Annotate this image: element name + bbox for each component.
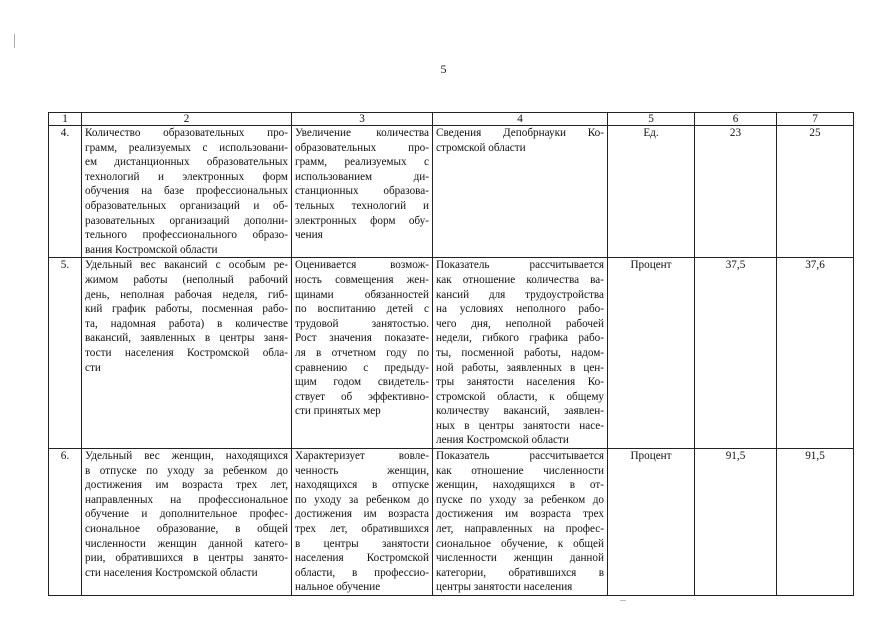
indicator-description-line: грамм, реализуемых с bbox=[295, 156, 429, 169]
scan-margin-mark bbox=[14, 34, 15, 48]
indicator-description-line: населения Костромской bbox=[295, 552, 429, 565]
indicator-name-line: сти bbox=[85, 361, 101, 374]
header-col-5: 5 bbox=[608, 113, 695, 126]
row-number: 6. bbox=[49, 449, 82, 596]
calculation-method-line: ных в центры занятости насе- bbox=[436, 419, 604, 432]
indicator-description-line: трех лет, обратившихся bbox=[295, 523, 429, 536]
indicator-description-line: области, в профессио- bbox=[295, 566, 429, 579]
indicator-description-line: сти принятых мер bbox=[295, 405, 381, 418]
indicator-description-line: по воспитанию детей с bbox=[295, 303, 429, 316]
indicator-description-line: тельных технологий и bbox=[295, 199, 429, 212]
value-base: 37,5 bbox=[695, 258, 777, 449]
unit-of-measure: Процент bbox=[608, 449, 695, 596]
calculation-method-line: тры занятости населения Ко- bbox=[436, 376, 604, 389]
calculation-method-line: Сведения Депобрнауки Ко- bbox=[436, 127, 604, 139]
unit-of-measure: Ед. bbox=[608, 126, 695, 258]
indicator-description-line: Увеличение количества bbox=[295, 127, 429, 139]
calculation-method-line: кансий для трудоустройства bbox=[436, 288, 604, 301]
indicator-name-line: вакансий, заявленных в центры заня- bbox=[85, 332, 288, 345]
indicator-description-line: электронных форм обу- bbox=[295, 214, 429, 227]
indicators-table bbox=[48, 112, 854, 596]
indicator-name bbox=[82, 126, 292, 258]
indicator-description-line: станционных образова- bbox=[295, 185, 429, 198]
value-target: 25 bbox=[777, 126, 854, 258]
indicator-name-line: направленных на профессиональное bbox=[85, 493, 288, 506]
indicator-name-line: достижения им возраста трех лет, bbox=[85, 479, 288, 492]
indicator-description-line: ля в отчетном году по bbox=[295, 346, 429, 359]
indicator-name-line: в отпуске по уходу за ребенком до bbox=[85, 464, 288, 477]
indicator-name-line: кий график работы, посменная рабо- bbox=[85, 303, 288, 316]
calculation-method-line: лет, направленных на профес- bbox=[436, 523, 604, 536]
calculation-method bbox=[433, 258, 608, 449]
table-row bbox=[49, 258, 854, 449]
calculation-method-line: недели, гибкого графика рабо- bbox=[436, 332, 604, 345]
indicator-name-line: обучение и дополнительное профес- bbox=[85, 508, 288, 521]
header-col-1: 1 bbox=[49, 113, 82, 126]
value-target: 37,6 bbox=[777, 258, 854, 449]
indicator-description-line: образовательных про- bbox=[295, 141, 429, 154]
indicator-description-line: находящихся в отпуске bbox=[295, 479, 429, 492]
calculation-method-line: пуске по уходу за ребенком до bbox=[436, 493, 604, 506]
value-target: 91,5 bbox=[777, 449, 854, 596]
calculation-method-line: ты, посменной работы, надом- bbox=[436, 346, 604, 359]
indicator-description-line: достижения им возраста bbox=[295, 508, 429, 521]
indicator-name-line: разовательных организаций дополни- bbox=[85, 214, 288, 227]
indicator-description-line: нальное обучение bbox=[295, 581, 381, 594]
calculation-method-line: центры занятости населения bbox=[436, 581, 573, 594]
indicator-name-line: сиональное образование, в общей bbox=[85, 523, 288, 536]
indicator-description-line: чения bbox=[295, 229, 323, 242]
indicator-description bbox=[292, 126, 433, 258]
scan-artifact bbox=[620, 600, 626, 601]
unit-of-measure: Процент bbox=[608, 258, 695, 449]
indicator-description-line: ность совмещения жен- bbox=[295, 273, 429, 286]
indicator-description-line: Оценивается возмож- bbox=[295, 259, 429, 272]
calculation-method-line: на условиях неполного рабо- bbox=[436, 303, 604, 316]
indicator-name bbox=[82, 258, 292, 449]
header-col-7: 7 bbox=[777, 113, 854, 126]
indicator-name-line: ем дистанционных образовательных bbox=[85, 156, 288, 169]
indicator-description bbox=[292, 449, 433, 596]
indicator-description bbox=[292, 258, 433, 449]
table-header-row bbox=[49, 113, 854, 126]
calculation-method-line: как отношение количества ва- bbox=[436, 273, 604, 286]
calculation-method-line: достижения им возраста трех bbox=[436, 508, 604, 521]
indicator-name-line: Удельный вес женщин, находящихся bbox=[85, 450, 288, 463]
calculation-method-line: численности женщин данной bbox=[436, 552, 604, 565]
row-number: 4. bbox=[49, 126, 82, 258]
calculation-method-line: как отношение численности bbox=[436, 464, 604, 477]
indicator-description-line: щинами обязанностей bbox=[295, 288, 429, 301]
calculation-method-line: ной работы, заявленных в цен- bbox=[436, 361, 604, 374]
indicator-description-line: трудовой занятостью. bbox=[295, 317, 429, 330]
value-base: 91,5 bbox=[695, 449, 777, 596]
calculation-method-line: стромской области, к общему bbox=[436, 390, 604, 403]
indicator-name-line: вания Костромской области bbox=[85, 243, 218, 256]
indicator-name-line: численности женщин данной катего- bbox=[85, 537, 288, 550]
header-col-3: 3 bbox=[292, 113, 433, 126]
indicator-name-line: жимом работы (неполный рабочий bbox=[85, 273, 288, 286]
indicator-name-line: технологий и электронных форм bbox=[85, 170, 288, 183]
calculation-method-line: Показатель рассчитывается bbox=[436, 450, 604, 463]
page-number: 5 bbox=[440, 62, 447, 76]
calculation-method-line: категории, обратившихся в bbox=[436, 566, 604, 579]
indicator-description-line: Характеризует вовле- bbox=[295, 450, 429, 463]
calculation-method-line: ления Костромской области bbox=[436, 434, 569, 447]
calculation-method-line: стромской области bbox=[436, 141, 526, 154]
table-row bbox=[49, 126, 854, 258]
calculation-method-line: чего дня, неполной рабочей bbox=[436, 317, 604, 330]
indicator-name-line: обучения на базе профессиональных bbox=[85, 185, 288, 198]
calculation-method-line: количеству вакансий, заявлен- bbox=[436, 405, 604, 418]
indicator-name bbox=[82, 449, 292, 596]
calculation-method bbox=[433, 449, 608, 596]
indicator-name-line: Количество образовательных про- bbox=[85, 127, 288, 139]
indicator-name-line: тости населения Костромской обла- bbox=[85, 346, 288, 359]
calculation-method-line: Показатель рассчитывается bbox=[436, 259, 604, 272]
indicator-name-line: образовательных организаций и об- bbox=[85, 199, 288, 212]
indicator-description-line: использованием ди- bbox=[295, 170, 429, 183]
header-col-2: 2 bbox=[82, 113, 292, 126]
indicator-name-line: грамм, реализуемых с использовани- bbox=[85, 141, 288, 154]
indicator-description-line: Рост значения показате- bbox=[295, 332, 429, 345]
indicator-description-line: ствует об эффективно- bbox=[295, 390, 429, 403]
value-base: 23 bbox=[695, 126, 777, 258]
indicator-name-line: рии, обратившихся в центры занято- bbox=[85, 552, 288, 565]
indicator-description-line: сравнению с предыду- bbox=[295, 361, 429, 374]
calculation-method bbox=[433, 126, 608, 258]
indicator-description-line: щим годом свидетель- bbox=[295, 376, 429, 389]
indicator-name-line: день, неполная рабочая неделя, гиб- bbox=[85, 288, 288, 301]
calculation-method-line: женщин, находящихся в от- bbox=[436, 479, 604, 492]
header-col-6: 6 bbox=[695, 113, 777, 126]
indicator-description-line: в центры занятости bbox=[295, 537, 429, 550]
indicator-name-line: та, надомная работа) в количестве bbox=[85, 317, 288, 330]
row-number: 5. bbox=[49, 258, 82, 449]
indicator-name-line: Удельный вес вакансий с особым ре- bbox=[85, 259, 288, 272]
indicator-description-line: ченность женщин, bbox=[295, 464, 429, 477]
indicator-name-line: сти населения Костромской области bbox=[85, 566, 258, 579]
indicator-name-line: тельного профессионального образо- bbox=[85, 229, 288, 242]
header-col-4: 4 bbox=[433, 113, 608, 126]
indicator-description-line: по уходу за ребенком до bbox=[295, 493, 429, 506]
calculation-method-line: сиональное обучение, к общей bbox=[436, 537, 604, 550]
table-row bbox=[49, 449, 854, 596]
